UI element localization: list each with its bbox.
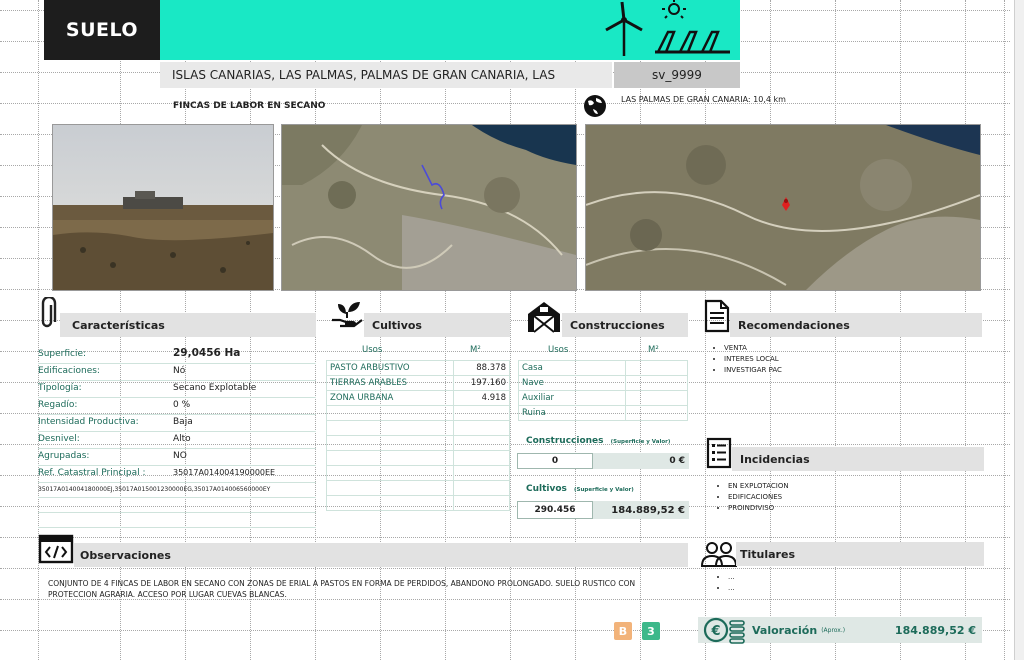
observations-header: [74, 543, 688, 567]
recommendations-list: [712, 343, 782, 376]
page-title: SUELO: [44, 0, 160, 60]
row-label: Ref. Catastral Principal :: [38, 468, 146, 478]
table-row: [327, 406, 510, 421]
table-row: [327, 391, 510, 406]
table-row: [38, 498, 316, 513]
crops-col-m2: M²: [470, 345, 481, 355]
buildings-summary: [517, 453, 689, 469]
crop-use: TIERRAS ARABLES: [327, 376, 454, 391]
crops-summary: [517, 501, 689, 519]
buildings-surface: 0: [517, 453, 593, 469]
buildings-value: 0 €: [593, 453, 689, 469]
table-row: [38, 449, 316, 466]
crop-use: ZONA URBANA: [327, 391, 454, 406]
grid-line: [0, 103, 1010, 104]
location-bar: ISLAS CANARIAS, LAS PALMAS, PALMAS DE GRAN CANARIA, LAS: [160, 62, 612, 88]
solar-panels-icon: [650, 0, 740, 58]
table-row: [38, 347, 316, 364]
crop-area: 4.918: [454, 391, 510, 406]
row-value: Nó: [173, 366, 186, 376]
rating-badge-b: B: [614, 622, 632, 640]
owners-header: [736, 542, 984, 566]
valuation-title: Valoración: [752, 623, 818, 637]
list-item: • INTERES LOCAL: [724, 354, 782, 365]
svg-text:€: €: [711, 624, 721, 639]
recommendations-header: [730, 313, 982, 337]
row-label: Desnivel:: [38, 434, 80, 444]
satellite-map-overview: [281, 124, 577, 291]
crop-area: 88.378: [454, 361, 510, 376]
barn-icon: [526, 300, 562, 334]
table-row: [327, 496, 510, 511]
buildings-col-usos: Usos: [548, 345, 569, 355]
table-row: [38, 398, 316, 415]
grid-line: [0, 537, 1010, 538]
crops-header: [364, 313, 510, 337]
crop-area: 197.160: [454, 376, 510, 391]
table-row: [38, 364, 316, 381]
globe-icon: [581, 93, 609, 119]
table-row: [519, 376, 688, 391]
row-value: NO: [173, 451, 187, 461]
building-use: Ruina: [519, 406, 626, 421]
list-item: • PROINDIVISO: [728, 503, 789, 514]
grid-line: [1004, 0, 1005, 660]
table-row: [327, 361, 510, 376]
row-label: Agrupadas:: [38, 451, 90, 461]
building-use: Nave: [519, 376, 626, 391]
incidents-header: [732, 447, 984, 471]
table-row: [327, 421, 510, 436]
plant-hand-icon: [330, 298, 364, 330]
crop-use: PASTO ARBUSTIVO: [327, 361, 454, 376]
row-value: 35017A014004190000EE: [173, 468, 276, 477]
table-row: [519, 406, 688, 421]
valuation-amount: 184.889,52 €: [894, 623, 976, 637]
buildings-col-m2: M²: [648, 345, 659, 355]
row-value: 29,0456 Ha: [173, 347, 241, 359]
owners-title: Titulares: [740, 547, 795, 561]
list-item: • VENTA: [724, 343, 782, 354]
row-label: Regadío:: [38, 400, 78, 410]
row-label: Superficie:: [38, 349, 87, 359]
recommendations-title: Recomendaciones: [738, 318, 850, 332]
table-row: [327, 451, 510, 466]
terrain-photo: [52, 124, 274, 291]
list-item: • ...: [728, 583, 735, 594]
observations-text: CONJUNTO DE 4 FINCAS DE LABOR EN SECANO CON ZONAS DE ERIAL A PASTOS EN FORMA DE PERDIDOS, ABANDONO PROLONGADO. SUELO RUSTICO CON PROTECCION AGRARIA. ACCESO POR LUGAR CUEVAS BLANCAS.: [48, 579, 636, 599]
building-use: Casa: [519, 361, 626, 376]
table-row: [38, 415, 316, 432]
checklist-icon: [706, 437, 732, 469]
row-value: Secano Explotable: [173, 383, 257, 393]
characteristics-title: Características: [72, 318, 165, 332]
document-icon: [703, 299, 731, 333]
characteristics-table: [38, 347, 316, 528]
list-item: • INVESTIGAR PAC: [724, 365, 782, 376]
money-coins-icon: [702, 615, 748, 645]
row-label: Tipología:: [38, 383, 82, 393]
buildings-table: [518, 360, 688, 421]
owners-list: [716, 572, 735, 594]
observations-title: Observaciones: [80, 548, 171, 562]
table-row: [327, 481, 510, 496]
code-window-icon: [38, 534, 74, 564]
row-value: Alto: [173, 434, 191, 444]
table-row: [38, 432, 316, 449]
characteristics-header: [60, 313, 316, 337]
buildings-title: Construcciones: [570, 318, 665, 332]
crops-title: Cultivos: [372, 318, 422, 332]
crops-surface: 290.456: [517, 501, 593, 519]
incidents-list: [716, 481, 789, 514]
row-value: Baja: [173, 417, 193, 427]
table-row: [519, 361, 688, 376]
buildings-header: [562, 313, 688, 337]
list-item: • EDIFICACIONES: [728, 492, 789, 503]
paperclip-icon: [36, 297, 58, 331]
table-row: [327, 436, 510, 451]
users-icon: [700, 540, 738, 568]
wind-turbine-icon: [600, 0, 646, 58]
building-use: Auxiliar: [519, 391, 626, 406]
table-row: [327, 376, 510, 391]
extra-cadastral-refs: 35017A014004180000EJ,35017A015001230000EG,35017A014006560000EY: [38, 486, 271, 493]
crops-col-usos: Usos: [362, 345, 383, 355]
table-row: [519, 391, 688, 406]
list-item: • EN EXPLOTACION: [728, 481, 789, 492]
table-row: [327, 466, 510, 481]
table-row: [38, 381, 316, 398]
incidents-title: Incidencias: [740, 452, 810, 466]
crops-table: [326, 360, 510, 511]
row-label: Edificaciones:: [38, 366, 100, 376]
table-row: [38, 466, 316, 483]
buildings-summary-title: Construcciones (Superficie y Valor): [526, 436, 671, 446]
sheet-scroll-edge: [1014, 0, 1024, 660]
table-row: [38, 513, 316, 528]
valuation-bar: [698, 617, 982, 643]
crops-value: 184.889,52 €: [593, 501, 689, 519]
row-value: 0 %: [173, 400, 191, 410]
rating-badge-3: 3: [642, 622, 660, 640]
valuation-note: (Aprox.): [821, 626, 846, 634]
list-item: • ...: [728, 572, 735, 583]
property-type-subtitle: FINCAS DE LABOR EN SECANO: [173, 101, 326, 111]
distance-label: LAS PALMAS DE GRAN CANARIA: 10,4 km: [621, 95, 786, 104]
grid-line: [0, 568, 1010, 569]
reference-code: sv_9999: [614, 62, 740, 88]
satellite-map-detail: [585, 124, 981, 291]
row-label: Intensidad Productiva:: [38, 417, 139, 427]
table-row: [38, 483, 316, 498]
crops-summary-title: Cultivos (Superficie y Valor): [526, 484, 634, 494]
